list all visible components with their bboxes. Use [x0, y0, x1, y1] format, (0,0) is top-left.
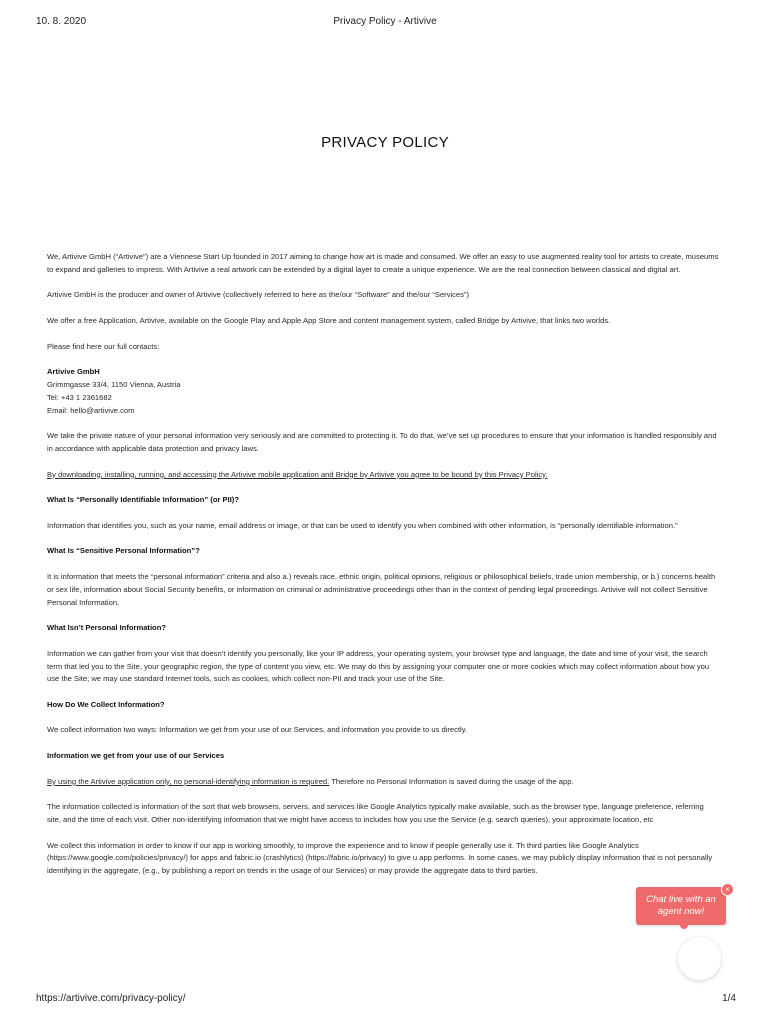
contact-tel: Tel: +43 1 2361682	[47, 392, 112, 402]
print-url: https://artivive.com/privacy-policy/	[36, 993, 186, 1004]
chat-launcher-button[interactable]	[678, 937, 721, 980]
page-number: 1/4	[722, 993, 736, 1004]
chat-invite-text: Chat live with an agent now!	[646, 894, 716, 917]
print-page-title: Privacy Policy - Artivive	[333, 16, 437, 27]
contact-email[interactable]: Email: hello@artivive.com	[47, 405, 135, 415]
sensitive-paragraph: It is information that meets the “personal information” criteria and also a.) reveals race, ethnic origin, political opinions, religious or philosophical beliefs, trade union membership, or b.) concerns health or sex life, information about Social Security benefits, or information on criminal or administrative proceedings other than in the context of pending legal proceedings. Artivive will not collect Sensitive Personal Information.	[47, 571, 716, 607]
chat-invite-bubble[interactable]	[636, 887, 726, 925]
purpose-paragraph: We collect this information in order to know if our app is working smoothly, to improve the experience and to know if people generally use it. Th third parties like Google Analytics (https://www.google.com/policies/privacy/) for apps and fabric.io (crashlytics) (https://fabric.io/privacy) to give u app performs. In some cases, we may publicly display information that is not personally identifying in the aggregate, (e.g., by publishing a report on trends in the usage of our Services) or may provide the aggregate data to third parties.	[47, 840, 713, 876]
collect-paragraph: We collect information two ways: Information we get from your use of our Services, and information you provide to us directly.	[47, 725, 468, 735]
heading-non-personal: What Isn’t Personal Information?	[47, 623, 166, 633]
contact-company: Artivive GmbH	[47, 367, 100, 377]
owner-paragraph: Artivive GmbH is the producer and owner of Artivive (collectively referred to here as the/our “Software” and the/our “Services”)	[47, 290, 470, 300]
no-pii-paragraph	[47, 776, 719, 789]
collected-info-paragraph: The information collected is information of the sort that web browsers, servers, and services like Google Analytics typically make available, such as the browser type, language preference, referring site, and the time of each visit. Other non-identifying information that we might have access to includes how you use the Service (e.g. search queries), your approximate location, etc	[47, 802, 704, 825]
agreement-link[interactable]: By downloading, installing, running, and accessing the Artivive mobile application and Bridge by Artivive you agree to be bound by this Privacy Policy.	[47, 469, 548, 479]
heading-usage-info: Information we get from your use of our Services	[47, 751, 225, 761]
print-date: 10. 8. 2020	[36, 16, 87, 27]
contact-address: Grimmgasse 33/4, 1150 Vienna, Austria	[47, 379, 181, 389]
chat-bubble-tail	[680, 921, 688, 929]
heading-pii: What Is “Personally Identifiable Information” (or PII)?	[47, 495, 239, 505]
close-icon[interactable]: ×	[721, 883, 734, 896]
pii-paragraph: Information that identifies you, such as your name, email address or image, or that can be used to identify you when combined with other information, is “personally identifiable information.”	[47, 520, 678, 530]
application-paragraph: We offer a free Application, Artivive, available on the Google Play and Apple App Store and content management system, called Bridge by Artivive, that links two worlds.	[47, 315, 611, 325]
document-title: PRIVACY POLICY	[321, 134, 449, 151]
heading-sensitive: What Is “Sensitive Personal Information”?	[47, 546, 200, 556]
no-pii-rest: Therefore no Personal Information is saved during the usage of the app.	[329, 776, 574, 786]
no-pii-link[interactable]: By using the Artivive application only, no personal-identifying information is required.	[47, 776, 330, 786]
intro-paragraph: We, Artivive GmbH (“Artivive”) are a Viennese Start Up founded in 2017 aiming to change how art is made and consumed. We offer an easy to use augmented reality tool for artists to create, museums to expand and galleries to impress. With Artivive a real artwork can be extended by a digital layer to create a unique experience. We are the real connection between classical and digital art.	[47, 252, 719, 274]
heading-collect: How Do We Collect Information?	[47, 699, 165, 709]
non-personal-paragraph: Information we can gather from your visit that doesn’t identify you personally, like your IP address, your operating system, your browser type and language, the date and time of your visit, the search term that led you to the Site, your geographic region, the type of content you view, etc. We may do this by assigning your computer one or more cookies which may collect information about how you use the Site; we may use standard Internet tools, such as cookies, which collect non-PII and track your use of the Site.	[47, 648, 710, 684]
contact-block	[47, 366, 719, 417]
privacy-commitment-paragraph: We take the private nature of your personal information very seriously and are committed to protecting it. To do that, we’ve set up procedures to ensure that your information is handled responsibly and in accordance with applicable data protection and privacy laws.	[47, 431, 717, 453]
policy-body	[47, 251, 719, 891]
contacts-intro: Please find here our full contacts:	[47, 341, 160, 351]
